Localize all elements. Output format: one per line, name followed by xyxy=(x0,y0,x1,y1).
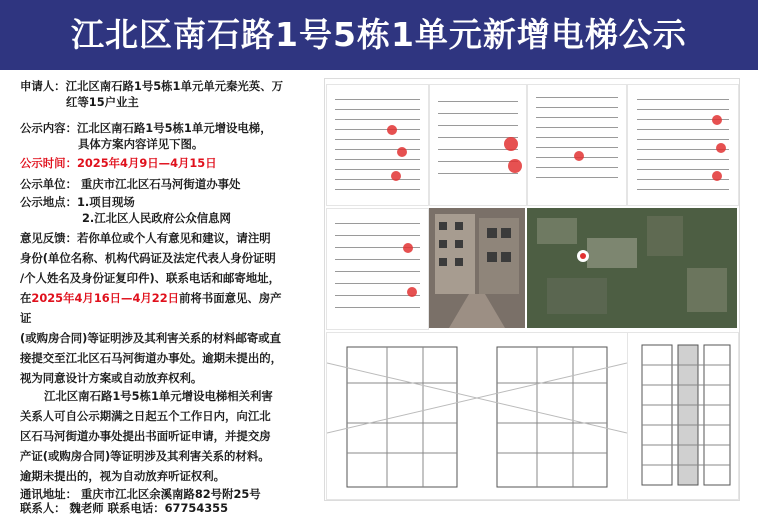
feedback-line-4-post: 前将书面意见、房产 xyxy=(179,291,282,305)
attachments-panel xyxy=(324,78,740,501)
building-site-photo xyxy=(429,208,525,328)
owner-list-scan xyxy=(527,84,627,206)
feedback-line-7: 接提交至江北区石马河街道办事处。逾期未提出的， xyxy=(20,351,282,365)
floor-plan-drawing xyxy=(326,332,628,500)
feedback-line-6: (或购房合同)等证明涉及其利害关系的材料邮寄或直 xyxy=(20,331,282,345)
resident-consent-scan xyxy=(326,84,429,206)
hearing-line-2: 关系人可自公示期满之日起五个工作日内，向江北 xyxy=(20,409,271,423)
feedback-line-2: 身份(单位名称、机构代码证及法定代表人身份证明 xyxy=(20,251,276,265)
feedback-line-8: 视为同意设计方案或自动放弃权利。 xyxy=(20,371,203,385)
hearing-line-3: 区石马河街道办事处提出书面听证申请，并提交房 xyxy=(20,429,271,443)
location-line-1: 公示地点：1.项目现场 xyxy=(20,195,135,209)
applicant-line-2: 红等15户业主 xyxy=(66,95,139,109)
page-title: 江北区南石路1号5栋1单元新增电梯公示 xyxy=(71,15,687,54)
publicity-period: 公示时间：2025年4月9日—4月15日 xyxy=(20,156,217,170)
location-line-2: 2.江北区人民政府公众信息网 xyxy=(82,211,231,225)
feedback-line-4 xyxy=(20,290,282,306)
signature-table-scan xyxy=(627,84,739,206)
agreement-scan xyxy=(429,84,527,206)
registration-form-scan xyxy=(326,208,429,330)
applicant-line-1: 申请人：江北区南石路1号5栋1单元单元秦光英、万 xyxy=(20,79,283,93)
feedback-line-4-pre: 在 xyxy=(20,291,32,305)
hearing-line-4: 产证(或购房合同)等证明涉及其利害关系的材料。 xyxy=(20,449,270,463)
publicity-unit: 公示单位： 重庆市江北区石马河街道办事处 xyxy=(20,177,241,191)
hearing-line-1: 江北区南石路1号5栋1单元增设电梯相关利害 xyxy=(44,389,273,403)
hearing-line-5: 逾期未提出的，视为自动放弃听证权利。 xyxy=(20,469,226,483)
feedback-deadline: 2025年4月16日—4月22日 xyxy=(31,291,180,305)
content-line-2: 具体方案内容详见下图。 xyxy=(78,137,204,151)
feedback-line-3: /个人姓名及身份证复印件)、联系电话和邮寄地址， xyxy=(20,271,280,285)
feedback-line-1: 意见反馈：若你单位或个人有意见和建议，请注明 xyxy=(20,231,271,245)
content-line-1: 公示内容：江北区南石路1号5栋1单元增设电梯， xyxy=(20,121,272,135)
satellite-map-photo xyxy=(527,208,737,328)
contact-info: 联系人： 魏老师 联系电话：67754355 xyxy=(20,501,229,515)
elevation-drawing xyxy=(627,332,739,500)
mailing-address: 通讯地址： 重庆市江北区余溪南路82号附25号 xyxy=(20,487,261,501)
feedback-line-5: 证 xyxy=(20,311,32,325)
